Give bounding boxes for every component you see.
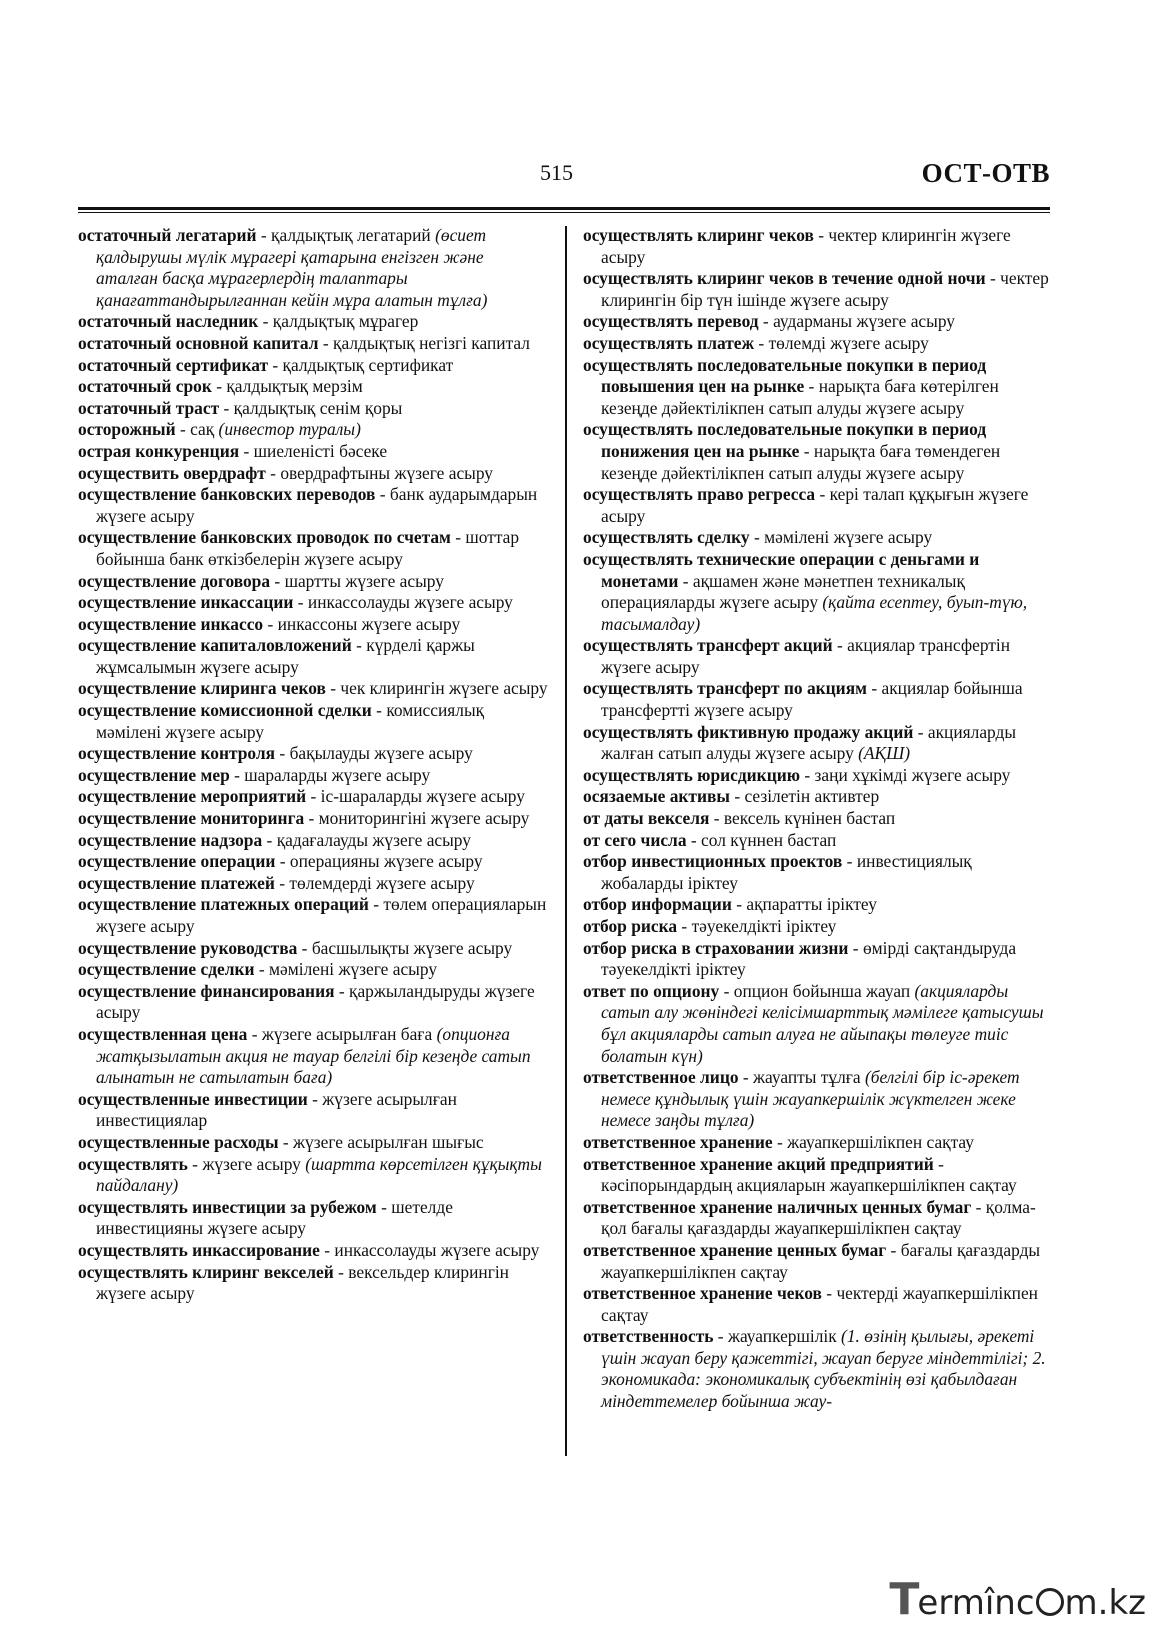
entry-separator: - xyxy=(256,225,272,245)
dictionary-entry xyxy=(78,830,548,852)
entry-definition: қалдықтық негізгі капитал xyxy=(333,332,530,353)
entry-definition: акциялар бойынша трансфертті жүзеге асыру xyxy=(601,678,1023,721)
entry-separator: - xyxy=(848,937,863,958)
entry-note: (1. өзінің қылығы, әрекеті үшін жауап беру қажеттігі, жауап беруге міндеттілігі; 2. экономикада: экономикалық субъектінің өзі қабылдаған міндеттемелер бойынша жау- xyxy=(601,1326,1046,1412)
entry-definition: қалдықтық сертификат xyxy=(282,354,454,375)
entry-term: осуществление инкассо xyxy=(78,613,264,634)
entry-definition: аударманы жүзеге асыру xyxy=(773,311,955,332)
entry-definition: вексельдер клирингін жүзеге асыру xyxy=(96,1261,509,1304)
entry-definition: сақ xyxy=(190,419,219,440)
entry-term: осуществление руководства xyxy=(78,937,298,958)
dictionary-entry xyxy=(583,916,1053,938)
entry-note: (шартта көрсетілген құқықты пайдалану) xyxy=(96,1153,542,1196)
entry-separator: - xyxy=(709,808,724,829)
entry-separator: - xyxy=(686,829,702,850)
dictionary-entry xyxy=(583,268,1053,311)
entry-separator: - xyxy=(713,1326,728,1347)
entry-term: осуществление клиринга чеков xyxy=(78,678,326,699)
dictionary-entry xyxy=(78,441,548,463)
entry-definition: жүзеге асыру xyxy=(202,1153,306,1174)
entry-term: осуществлять фиктивную продажу акций xyxy=(583,721,914,742)
entry-term: осуществлять клиринг чеков в течение одной ночи xyxy=(583,268,986,289)
entry-separator: - xyxy=(677,916,692,936)
entry-separator: - xyxy=(842,851,857,872)
entry-definition: сезілетін активтер xyxy=(744,786,880,807)
dictionary-entry xyxy=(583,1283,1053,1326)
entry-separator: - xyxy=(738,1067,754,1088)
dictionary-entry xyxy=(583,981,1053,1067)
entry-definition: опцион бойынша жауап xyxy=(733,980,915,1001)
entry-definition: қалдықтық мерзім xyxy=(226,376,363,397)
entry-definition: жауапты тұлға xyxy=(753,1067,865,1088)
dictionary-entry xyxy=(78,786,548,808)
entry-definition: төлемдерді жүзеге асыру xyxy=(289,872,475,893)
entry-definition: кәсіпорындардың акцияларын жауапкершілікпен сақтау xyxy=(601,1175,1017,1196)
entry-separator: - xyxy=(211,376,227,397)
dictionary-entry xyxy=(78,376,548,398)
dictionary-entry xyxy=(583,1132,1053,1154)
entry-term: осуществление платежных операций xyxy=(78,894,369,915)
entry-term: осуществлять xyxy=(78,1153,188,1174)
entry-definition: сол күннен бастап xyxy=(701,829,837,850)
dictionary-entry xyxy=(583,830,1053,852)
entry-definition: заңи хұкімді жүзеге асыру xyxy=(814,764,1011,785)
entry-term: осуществлять юрисдикцию xyxy=(583,764,801,785)
dictionary-entry xyxy=(78,873,548,895)
entry-term: осуществлять трансферт по акциям xyxy=(583,678,867,699)
entry-term: осуществление инкассации xyxy=(78,592,294,613)
entry-separator: - xyxy=(325,678,341,699)
dictionary-entry xyxy=(583,527,1053,549)
entry-term: осуществить овердрафт xyxy=(78,462,266,483)
dictionary-entry xyxy=(583,1067,1053,1132)
dictionary-entry xyxy=(583,678,1053,721)
entry-definition: қалдықтық мұрагер xyxy=(272,311,419,332)
entry-separator: - xyxy=(254,959,270,980)
dictionary-entry xyxy=(583,786,1053,808)
dictionary-entry xyxy=(78,894,548,937)
dictionary-entry xyxy=(583,851,1053,894)
entry-definition: инкассоны жүзеге асыру xyxy=(277,613,461,634)
entry-definition: шоттар бойынша банк өткізбелерін жүзеге асыру xyxy=(96,527,520,569)
entry-term: осуществлять право регресса xyxy=(583,484,816,505)
dictionary-entry xyxy=(583,225,1053,268)
entry-term: отбор риска в страховании жизни xyxy=(583,937,849,958)
entry-definition: жүзеге асырылған инвестициялар xyxy=(96,1088,457,1131)
dictionary-entry xyxy=(78,938,548,960)
entry-term: осуществлять последовательные покупки в период повышения цен на рынке xyxy=(583,354,987,397)
entry-definition: басшылықты жүзеге асыру xyxy=(311,937,513,958)
entry-separator: - xyxy=(239,440,254,461)
entry-separator: - xyxy=(368,894,384,915)
entry-term: осуществленная цена xyxy=(78,1023,248,1044)
entry-term: от даты векселя xyxy=(583,808,710,829)
entry-separator: - xyxy=(270,570,285,591)
dictionary-entry xyxy=(583,1326,1053,1412)
entry-term: остаточный срок xyxy=(78,376,212,397)
entry-separator: - xyxy=(813,225,829,245)
entry-separator: - xyxy=(319,1239,335,1260)
entry-term: ответственное хранение ценных бумаг xyxy=(583,1239,887,1260)
entry-definition: мәмілені жүзеге асыру xyxy=(764,527,933,548)
dictionary-entry xyxy=(78,419,548,441)
entry-separator: - xyxy=(933,1153,944,1174)
right-column xyxy=(583,225,1053,1413)
entry-definition: чектер клирингін жүзеге асыру xyxy=(601,225,1011,267)
entry-separator: - xyxy=(804,376,819,397)
column-divider xyxy=(565,226,567,1456)
entry-note: (АҚШ) xyxy=(858,743,911,764)
entry-term: остаточный легатарий xyxy=(78,225,257,245)
entry-definition: жауапкершілік xyxy=(727,1326,842,1347)
entry-definition: вексель күнінен бастап xyxy=(723,808,896,829)
entry-definition: шиеленісті бәсеке xyxy=(253,440,388,461)
watermark-text-pre: ermînc xyxy=(917,1583,1035,1623)
entry-separator: - xyxy=(832,635,848,656)
watermark-logo xyxy=(889,1574,1146,1625)
entry-separator: - xyxy=(758,311,774,332)
entry-definition: овердрафтыны жүзеге асыру xyxy=(280,462,494,483)
header-rule-thick xyxy=(78,207,1050,210)
entry-term: ответственность xyxy=(583,1326,714,1347)
entry-definition: акцияларды жалған сатып алуды жүзеге асыру xyxy=(601,721,1017,764)
entry-separator: - xyxy=(275,851,290,872)
entry-definition: чектерді жауапкершілікпен сақтау xyxy=(601,1283,1038,1325)
dictionary-entry xyxy=(78,225,548,311)
dictionary-entry xyxy=(583,333,1053,355)
entry-separator: - xyxy=(293,592,308,613)
entry-separator: - xyxy=(749,527,765,548)
entry-term: осуществлять последовательные покупки в период понижения цен на рынке xyxy=(583,419,987,461)
dictionary-entry xyxy=(78,614,548,636)
dictionary-entry xyxy=(78,678,548,700)
entry-definition: инкассолауды жүзеге асыру xyxy=(334,1239,540,1260)
entry-definition: қадағалауды жүзеге асыру xyxy=(276,829,471,850)
dictionary-entry xyxy=(583,311,1053,333)
entry-definition: акциялар трансфертін жүзеге асыру xyxy=(601,635,1011,677)
entry-separator: - xyxy=(258,311,273,332)
entry-separator: - xyxy=(318,332,334,353)
dictionary-entry xyxy=(78,484,548,527)
entry-definition: шартты жүзеге асыру xyxy=(284,570,444,591)
dictionary-entry xyxy=(78,1154,548,1197)
entry-definition: шараларды жүзеге асыру xyxy=(244,764,431,785)
entry-term: ответственное хранение чеков xyxy=(583,1283,822,1304)
entry-separator: - xyxy=(275,743,290,764)
entry-separator: - xyxy=(971,1196,986,1217)
entry-note: (акцияларды сатып алу жөніндегі келісімшарттық мәмілеге қатысушы бұл акцияларды сатып алуға не айыпақы төлеуге тиіс болатын күн) xyxy=(601,980,1044,1066)
entry-term: осуществлять платеж xyxy=(583,332,755,353)
entry-definition: тәуекелдікті іріктеу xyxy=(691,916,837,936)
entry-term: остаточный сертификат xyxy=(78,354,268,375)
dictionary-entry xyxy=(78,808,548,830)
entry-separator: - xyxy=(268,354,283,375)
dictionary-entry xyxy=(78,981,548,1024)
entry-definition: ақпаратты іріктеу xyxy=(746,894,877,915)
entry-term: осуществление капиталовложений xyxy=(78,635,352,656)
dictionary-entry xyxy=(78,851,548,873)
entry-separator: - xyxy=(334,980,349,1001)
entry-term: ответственное хранение наличных ценных бумаг xyxy=(583,1196,972,1217)
dictionary-entry xyxy=(78,765,548,787)
dictionary-entry xyxy=(583,938,1053,981)
entry-separator: - xyxy=(187,1153,203,1174)
entry-separator: - xyxy=(306,786,321,807)
entry-separator: - xyxy=(304,808,319,829)
dictionary-entry xyxy=(583,635,1053,678)
dictionary-entry xyxy=(583,484,1053,527)
entry-term: отбор риска xyxy=(583,916,678,936)
dictionary-entry xyxy=(78,592,548,614)
watermark-t: T xyxy=(889,1574,920,1625)
left-column xyxy=(78,225,548,1305)
entry-separator: - xyxy=(333,1261,349,1282)
entry-definition: шетелде инвестицияны жүзеге асыру xyxy=(96,1196,453,1239)
entry-term: осуществление мониторинга xyxy=(78,808,305,829)
entry-term: остаточный траст xyxy=(78,397,220,418)
entry-separator: - xyxy=(815,484,830,505)
entry-definition: жүзеге асырылған баға xyxy=(261,1023,437,1044)
dictionary-entry xyxy=(583,722,1053,765)
entry-separator: - xyxy=(351,635,367,656)
entry-separator: - xyxy=(375,484,390,505)
entry-term: осуществлять трансферт акций xyxy=(583,635,833,656)
entry-definition: күрделі қаржы жұмсалымын жүзеге асыру xyxy=(96,635,475,677)
entry-separator: - xyxy=(265,462,281,483)
entry-definition: чектер клирингін бір түн ішінде жүзеге асыру xyxy=(601,268,1049,310)
entry-definition: бағалы қағаздарды жауапкершілікпен сақтау xyxy=(601,1239,1041,1282)
dictionary-entry xyxy=(583,808,1053,830)
entry-separator: - xyxy=(262,829,277,850)
entry-term: осуществлять инкассирование xyxy=(78,1239,320,1260)
entry-term: осуществление контроля xyxy=(78,743,276,764)
entry-separator: - xyxy=(376,1196,392,1217)
entry-term: осуществлять клиринг векселей xyxy=(78,1261,334,1282)
dictionary-entry xyxy=(583,419,1053,484)
entry-definition: өмірді сақтандыруда тәуекелдікті іріктеу xyxy=(601,937,1017,980)
entry-term: осуществлять перевод xyxy=(583,311,759,332)
entry-term: ответственное хранение акций предприятий xyxy=(583,1153,934,1174)
entry-term: осуществление надзора xyxy=(78,829,263,850)
entry-term: осуществление банковских переводов xyxy=(78,484,376,505)
entry-term: отбор инвестиционных проектов xyxy=(583,851,843,872)
entry-note: (белгілі бір іс-әрекет немесе құндылық үшін жауапкершілік жүктелген жеке немесе заңды тұлға) xyxy=(601,1067,1020,1131)
entry-definition: іс-шараларды жүзеге асыру xyxy=(320,786,525,807)
watermark-o-circle-icon xyxy=(1036,1588,1064,1616)
dictionary-entry xyxy=(78,398,548,420)
entry-separator: - xyxy=(866,678,882,699)
entry-separator: - xyxy=(729,786,745,807)
dictionary-entry xyxy=(78,635,548,678)
entry-term: осуществление операции xyxy=(78,851,276,872)
entry-separator: - xyxy=(772,1131,788,1152)
entry-term: осуществлять технические операции с деньгами и монетами xyxy=(583,548,980,591)
entry-definition: төлемді жүзеге асыру xyxy=(768,332,929,353)
dictionary-entry xyxy=(78,355,548,377)
entry-term: ответственное лицо xyxy=(583,1067,739,1088)
entry-definition: комиссиялық мәмілені жүзеге асыру xyxy=(96,700,485,742)
entry-definition: инвестициялық жобаларды іріктеу xyxy=(601,851,972,893)
entry-term: осуществление платежей xyxy=(78,872,275,893)
dictionary-entry xyxy=(78,1089,548,1132)
entry-term: осуществление договора xyxy=(78,570,271,591)
running-head: ОСТ-ОТВ xyxy=(921,158,1050,188)
entry-term: остаточный основной капитал xyxy=(78,332,319,353)
entry-term: осуществленные расходы xyxy=(78,1131,279,1152)
entry-definition: чек клирингін жүзеге асыру xyxy=(340,678,548,699)
entry-separator: - xyxy=(297,937,312,958)
entry-term: осуществленные инвестиции xyxy=(78,1088,308,1109)
entry-term: осязаемые активы xyxy=(583,786,730,807)
entry-definition: қалдықтық сенім қоры xyxy=(233,397,403,418)
entry-separator: - xyxy=(219,397,234,418)
entry-separator: - xyxy=(985,268,1001,289)
entry-term: осуществление комиссионной сделки xyxy=(78,700,372,721)
entry-separator: - xyxy=(800,764,815,785)
dictionary-entry xyxy=(78,1240,548,1262)
header-rule-thin xyxy=(78,212,1050,213)
dictionary-entry xyxy=(78,463,548,485)
entry-definition: мәмілені жүзеге асыру xyxy=(269,959,438,980)
dictionary-entry xyxy=(78,1262,548,1305)
dictionary-entry xyxy=(583,1240,1053,1283)
watermark-text-post: m.kz xyxy=(1064,1583,1146,1623)
entry-definition: инкассолауды жүзеге асыру xyxy=(307,592,513,613)
entry-separator: - xyxy=(731,894,747,915)
entry-note: (өсиет қалдырушы мүлік мұрагері қатарына енгізген және аталған басқа мұрагерлердің талаптары қанағаттандырылғаннан кейін мұра алатын тұлға) xyxy=(96,225,488,310)
entry-term: от сего числа xyxy=(583,829,687,850)
dictionary-entry xyxy=(78,311,548,333)
dictionary-entry xyxy=(78,743,548,765)
dictionary-entry xyxy=(78,1132,548,1154)
entry-separator: - xyxy=(263,613,278,634)
page-number: 515 xyxy=(540,160,573,185)
entry-separator: - xyxy=(229,764,245,785)
entry-definition: бақылауды жүзеге асыру xyxy=(289,743,473,764)
entry-definition: жауапкершілікпен сақтау xyxy=(787,1131,974,1152)
entry-separator: - xyxy=(450,527,466,548)
entry-definition: төлем операцияларын жүзеге асыру xyxy=(96,894,547,936)
entry-term: осуществлять клиринг чеков xyxy=(583,225,814,245)
entry-definition: жүзеге асырылған шығыс xyxy=(293,1131,484,1152)
dictionary-entry xyxy=(78,333,548,355)
entry-definition: банк аударымдарын жүзеге асыру xyxy=(96,484,538,526)
dictionary-entry xyxy=(583,1197,1053,1240)
entry-note: (қайта есептеу, буып-түю, тасымалдау) xyxy=(601,592,1028,634)
entry-separator: - xyxy=(799,440,814,461)
entry-separator: - xyxy=(371,700,387,721)
dictionary-entry xyxy=(583,355,1053,420)
dictionary-entry xyxy=(78,571,548,593)
dictionary-entry xyxy=(583,894,1053,916)
entry-definition: мониторингіні жүзеге асыру xyxy=(318,808,530,829)
entry-definition: нарықта баға көтерілген кезеңде дәйектілікпен сатып алуды жүзеге асыру xyxy=(601,376,999,418)
dictionary-entry xyxy=(78,1024,548,1089)
entry-term: осуществление мер xyxy=(78,764,230,785)
entry-term: ответственное хранение xyxy=(583,1131,773,1152)
entry-separator: - xyxy=(175,419,191,440)
entry-definition: операцияны жүзеге асыру xyxy=(289,851,483,872)
entry-definition: қалдықтық легатарий xyxy=(271,225,436,245)
dictionary-entry xyxy=(78,959,548,981)
dictionary-entry xyxy=(583,1154,1053,1197)
entry-term: осуществление мероприятий xyxy=(78,786,307,807)
entry-term: осуществление сделки xyxy=(78,959,255,980)
entry-term: осуществлять инвестиции за рубежом xyxy=(78,1196,377,1217)
entry-term: осторожный xyxy=(78,419,176,440)
entry-separator: - xyxy=(886,1239,901,1260)
entry-definition: қолма-қол бағалы қағаздарды жауапкершілікпен сақтау xyxy=(601,1196,1036,1239)
entry-note: (опционға жатқызылатын акция не тауар белгілі бір кезеңде сатып алынатын не сатылатын баға) xyxy=(96,1023,531,1088)
entry-separator: - xyxy=(278,1131,294,1152)
entry-term: острая конкуренция xyxy=(78,440,240,461)
entry-term: осуществление банковских проводок по счетам xyxy=(78,527,451,548)
entry-note: (инвестор туралы) xyxy=(218,419,361,440)
entry-term: осуществление финансирования xyxy=(78,980,335,1001)
entry-definition: кері талап құқығын жүзеге асыру xyxy=(601,484,1029,526)
entry-definition: нарықта баға төмендеген кезеңде дәйектілікпен сатып алуды жүзеге асыру xyxy=(601,440,1001,483)
entry-separator: - xyxy=(307,1088,323,1109)
entry-term: ответ по опциону xyxy=(583,980,720,1001)
entry-separator: - xyxy=(274,872,290,893)
entry-separator: - xyxy=(821,1283,837,1304)
entry-definition: қаржыландыруды жүзеге асыру xyxy=(96,980,535,1023)
entry-term: осуществлять сделку xyxy=(583,527,750,548)
entry-term: остаточный наследник xyxy=(78,311,259,332)
entry-separator: - xyxy=(754,332,769,353)
entry-term: отбор информации xyxy=(583,894,732,915)
entry-separator: - xyxy=(247,1023,262,1044)
entry-separator: - xyxy=(913,721,928,742)
dictionary-entry xyxy=(78,527,548,570)
dictionary-entry xyxy=(583,765,1053,787)
dictionary-entry xyxy=(78,700,548,743)
entry-separator: - xyxy=(678,570,693,591)
dictionary-entry xyxy=(583,549,1053,635)
dictionary-entry xyxy=(78,1197,548,1240)
entry-separator: - xyxy=(719,980,734,1001)
entry-definition: ақшамен және мәнетпен техникалық операцияларды жүзеге асыру xyxy=(601,570,965,613)
